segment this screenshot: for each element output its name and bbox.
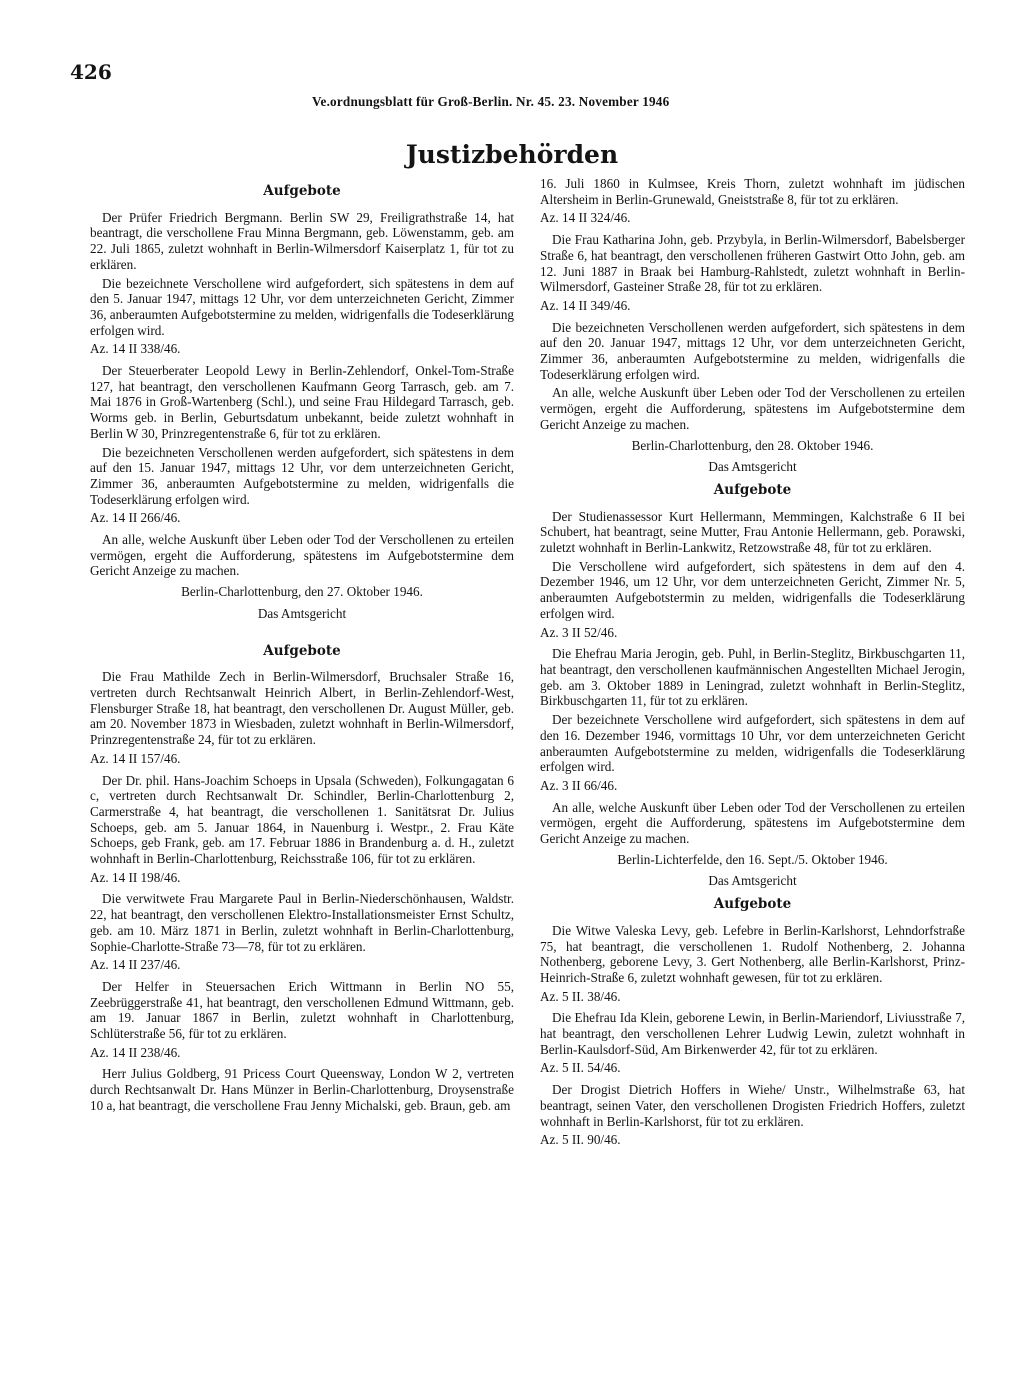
file-reference: Az. 14 II 237/46.	[90, 957, 181, 973]
notice-paragraph: 16. Juli 1860 in Kulmsee, Kreis Thorn, zuletzt wohnhaft im jüdischen Altersheim in Berlin-Grunewald, Gneiststraße 8, für tot zu erklären.	[540, 176, 965, 207]
file-reference: Az. 14 II 349/46.	[540, 297, 631, 313]
notice-paragraph: Der Dr. phil. Hans-Joachim Schoeps in Upsala (Schweden), Folkungagatan 6 c, vertreten durch Rechtsanwalt Dr. Schindler, Berlin-Charlottenburg 2, Carmerstraße 4, hat beantragt, die verschollenen 1. Sanitätsrat Dr. Julius Schoeps, geb. am 5. Januar 1864, in Nauenburg i. Westpr., 2. Frau Käte Schoeps, geb Frank, geb. am 17. Februar 1886 in Brandenburg a. d. H., zuletzt wohnhaft in Berlin-Charlottenburg, Reichsstraße 106, für tot zu erklären.	[90, 772, 514, 867]
file-reference: Az. 14 II 238/46.	[90, 1044, 181, 1060]
file-reference: Az. 14 II 157/46.	[90, 750, 181, 766]
file-reference: Az. 3 II 52/46.	[540, 624, 618, 640]
notice-paragraph: Die Verschollene wird aufgefordert, sich spätestens in dem auf den 4. Dezember 1946, um 12 Uhr, vor dem unterzeichneten Gericht, Zimmer Nr. 5, anberaumten Aufgebotstermin zu melden, widrigenfalls die Todeserklärung erfolgen wird.	[540, 558, 965, 621]
notice-heading: Aufgebote	[263, 642, 341, 659]
notice-paragraph: Die Ehefrau Ida Klein, geborene Lewin, in Berlin-Mariendorf, Liviusstraße 7, hat beantragt, den verschollenen Lehrer Ludwig Lewin, zuletzt wohnhaft in Berlin-Kaulsdorf-Süd, Am Birkenwerder 42, für tot zu erklären.	[540, 1010, 965, 1057]
file-reference: Az. 14 II 324/46.	[540, 210, 631, 226]
file-reference: Az. 14 II 266/46.	[90, 510, 181, 526]
file-reference: Az. 14 II 338/46.	[90, 341, 181, 357]
place-date: Berlin-Charlottenburg, den 27. Oktober 1946.	[181, 584, 423, 600]
notice-paragraph: Der Studienassessor Kurt Hellermann, Memmingen, Kalchstraße 6 II bei Schubert, hat beantragt, seine Mutter, Frau Antonie Hellermann, geb. Porawski, zuletzt wohnhaft in Berlin-Lankwitz, Retzowstraße 48, für tot zu erklären.	[540, 508, 965, 556]
notice-paragraph: Die Frau Mathilde Zech in Berlin-Wilmersdorf, Bruchsaler Straße 16, vertreten durch Rechtsanwalt Heinrich Albert, in Berlin-Zehlendorf-West, Flensburger Straße 18, hat beantragt, den verschollenen Dr. August Müller, geb. am 20. November 1873 in Wiesbaden, zuletzt wohnhaft in Berlin-Wilmersdorf, Prinzregentenstraße 24, für tot zu erklären.	[90, 669, 514, 748]
left-column	[90, 176, 514, 1117]
notice-paragraph: An alle, welche Auskunft über Leben oder Tod der Verschollenen zu erteilen vermögen, ergeht die Aufforderung, spätestens im Aufgebotstermine dem Gericht Anzeige zu machen.	[540, 799, 965, 847]
place-date: Berlin-Lichterfelde, den 16. Sept./5. Oktober 1946.	[617, 851, 888, 867]
notice-heading: Aufgebote	[713, 481, 792, 498]
page-number: 426	[70, 60, 112, 84]
court-signature: Das Amtsgericht	[708, 873, 797, 889]
notice-paragraph: Die bezeichnete Verschollene wird aufgefordert, sich spätestens in dem auf den 5. Januar 1947, mittags 12 Uhr, vor dem unterzeichneten Gericht, Zimmer 36, anberaumten Aufgebotstermine zu melden, widrigenfalls die Todeserklärung erfolgen wird.	[90, 275, 515, 338]
court-signature: Das Amtsgericht	[708, 459, 797, 475]
right-column	[540, 176, 965, 1154]
notice-paragraph: Der Steuerberater Leopold Lewy in Berlin-Zehlendorf, Onkel-Tom-Straße 127, hat beantragt, den verschollenen Kaufmann Georg Tarrasch, geb. am 7. Mai 1876 in Groß-Wartenberg (Schl.), und seine Frau Hildegard Tarrasch, geb. Worms geb. in Berlin, Geburtsdatum unbekannt, beide zuletzt wohnhaft in Berlin W 30, Prinzregentenstraße 6, für tot zu erklären.	[90, 363, 514, 441]
notice-paragraph: Die verwitwete Frau Margarete Paul in Berlin-Niederschönhausen, Waldstr. 22, hat beantragt, den verschollenen Elektro-Installationsmeister Ernst Schultz, geb. am 10. März 1871 in Berlin, zuletzt wohnhaft in Berlin-Charlottenburg, Sophie-Charlotte-Straße 73—78, für tot zu erklären.	[90, 891, 514, 954]
notice-paragraph: Die Ehefrau Maria Jerogin, geb. Puhl, in Berlin-Steglitz, Birkbuschgarten 11, hat beantragt, den verschollenen kaufmännischen Angestellten Michael Jerogin, geb. am 3. Oktober 1889 in Leningrad, zuletzt wohnhaft in Berlin-Steglitz, Birkbuschgarten 11, für tot zu erklären.	[540, 646, 965, 709]
notice-paragraph: An alle, welche Auskunft über Leben oder Tod der Verschollenen zu erteilen vermögen, ergeht die Aufforderung, spätestens im Aufgebotstermine dem Gericht Anzeige zu machen.	[540, 385, 965, 432]
notice-paragraph: Der Drogist Dietrich Hoffers in Wiehe/ Unstr., Wilhelmstraße 63, hat beantragt, seinen Vater, den verschollenen Drogisten Friedrich Hoffers, zuletzt wohnhaft in Berlin-Karlshorst, für tot zu erklären.	[540, 1082, 965, 1129]
file-reference: Az. 5 II. 54/46.	[540, 1060, 621, 1076]
notice-paragraph: Der Helfer in Steuersachen Erich Wittmann in Berlin NO 55, Zeebrüggerstraße 41, hat beantragt, den verschollenen Edmund Wittmann, geb. am 19. Januar 1867 in Berlin, zuletzt wohnhaft in Charlottenburg, Schlüterstraße 56, für tot zu erklären.	[90, 978, 514, 1042]
notice-paragraph: Der bezeichnete Verschollene wird aufgefordert, sich spätestens in dem auf den 16. Dezember 1946, vormittags 10 Uhr, vor dem unterzeichneten Gericht anberaumten Aufgebotstermine zu melden, widrigenfalls die Todeserklärung erfolgen wird.	[540, 712, 965, 775]
notice-paragraph: Die Frau Katharina John, geb. Przybyla, in Berlin-Wilmersdorf, Babelsberger Straße 6, hat beantragt, den verschollenen früheren Gastwirt Otto John, geb. am 12. Juni 1887 in Braak bei Hamburg-Rahlstedt, zuletzt wohnhaft in Berlin-Wilmersdorf, Gasteiner Straße 28, für tot zu erklären.	[540, 232, 965, 295]
notice-paragraph: Die Witwe Valeska Levy, geb. Lefebre in Berlin-Karlshorst, Lehndorfstraße 75, hat beantragt, die verschollenen 1. Rudolf Nothenberg, 2. Johanna Nothenberg, geborene Levy, 3. Gert Nothenberg, alle Berlin-Karlshorst, Prinz-Heinrich-Straße 6, zuletzt wohnhaft gewesen, für tot zu erklären.	[540, 922, 965, 985]
notice-paragraph: Der Prüfer Friedrich Bergmann. Berlin SW 29, Freiligrathstraße 14, hat beantragt, die verschollene Frau Minna Bergmann, geb. Löwenstamm, geb. am 22. Juli 1865, zuletzt wohnhaft in Berlin-Wilmersdorf Kaiserplatz 1, für tot zu erklären.	[90, 209, 514, 272]
file-reference: Az. 14 II 198/46.	[90, 869, 181, 885]
place-date: Berlin-Charlottenburg, den 28. Oktober 1946.	[631, 437, 874, 453]
notice-paragraph: An alle, welche Auskunft über Leben oder Tod der Verschollenen zu erteilen vermögen, ergeht die Aufforderung, spätestens im Aufgebotstermine dem Gericht Anzeige zu machen.	[90, 532, 514, 579]
notice-paragraph: Herr Julius Goldberg, 91 Pricess Court Queensway, London W 2, vertreten durch Rechtsanwalt Dr. Hans Münzer in Berlin-Charlottenburg, Droysenstraße 10 a, hat beantragt, die verschollene Frau Jenny Michalski, geb. Braun, geb. am	[90, 1066, 514, 1113]
running-head: Ve.ordnungsblatt für Groß-Berlin. Nr. 45. 23. November 1946	[312, 94, 670, 109]
notice-heading: Aufgebote	[713, 896, 792, 913]
file-reference: Az. 3 II 66/46.	[540, 777, 618, 793]
court-signature: Das Amtsgericht	[257, 605, 347, 621]
section-title: Justizbehörden	[405, 140, 619, 169]
notice-paragraph: Die bezeichneten Verschollenen werden aufgefordert, sich spätestens in dem auf den 15. Januar 1947, mittags 12 Uhr, vor dem unterzeichneten Gericht, Zimmer 36, anberaumten Aufgebotstermine zu melden, widrigenfalls die Todeserklärung erfolgen wird.	[90, 444, 514, 507]
notice-paragraph: Die bezeichneten Verschollenen werden aufgefordert, sich spätestens in dem auf den 20. Januar 1947, mittags 12 Uhr, vor dem unterzeichneten Gericht, Zimmer 36, anberaumten Aufgebotstermine zu melden, widrigenfalls die Todeserklärung erfolgen wird.	[540, 319, 965, 382]
file-reference: Az. 5 II. 38/46.	[540, 988, 621, 1004]
file-reference: Az. 5 II. 90/46.	[540, 1132, 621, 1148]
notice-heading: Aufgebote	[263, 183, 341, 199]
